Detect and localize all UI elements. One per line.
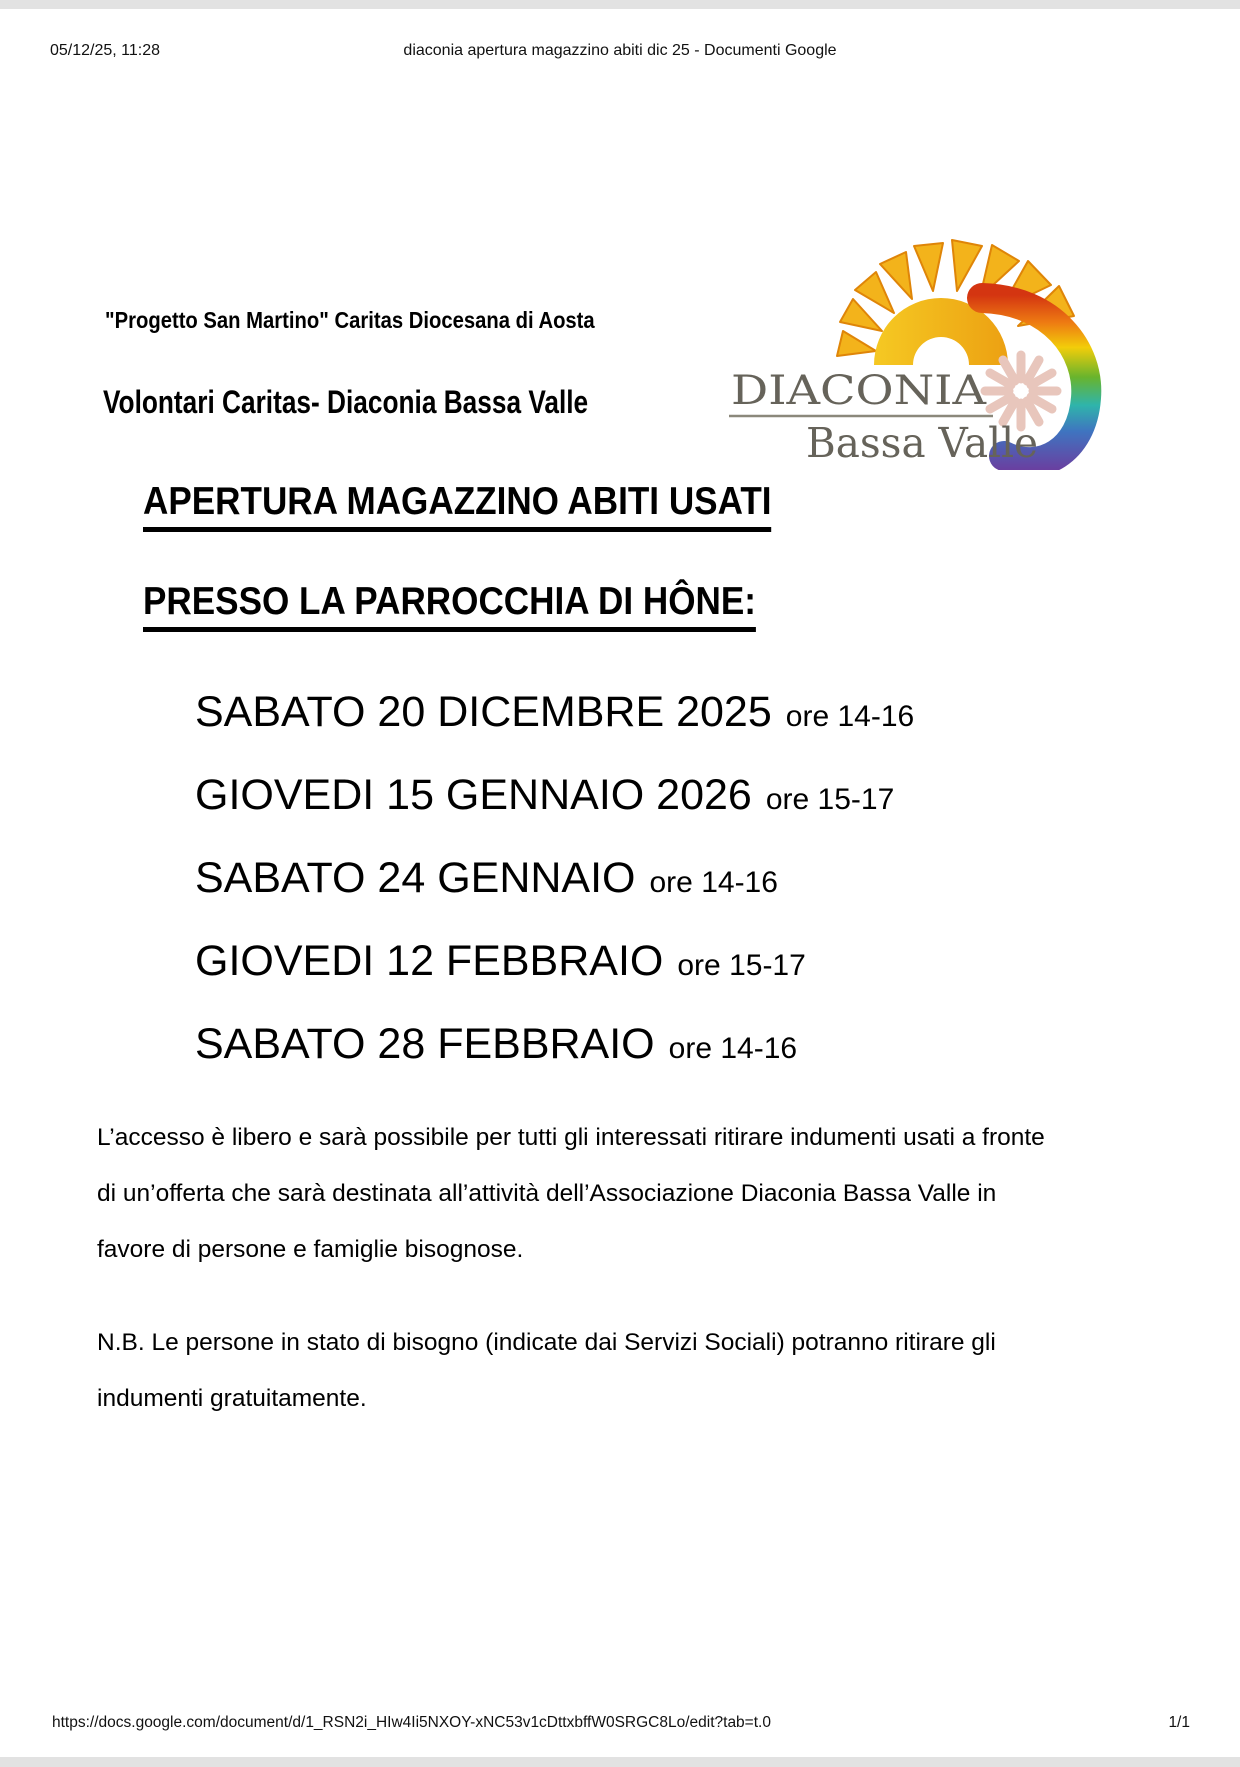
intro-line-volontari: Volontari Caritas- Diaconia Bassa Valle [103, 384, 589, 420]
schedule-time: ore 14-16 [785, 700, 915, 733]
schedule-date: GIOVEDI 12 FEBBRAIO [195, 937, 664, 985]
diaconia-logo [700, 220, 1120, 470]
schedule-row [195, 937, 806, 985]
heading-apertura [143, 482, 772, 532]
footer-page-number: 1/1 [1168, 1714, 1190, 1731]
schedule-row [195, 688, 915, 736]
print-header-doc-title: diaconia apertura magazzino abiti dic 25 - Documenti Google [403, 42, 837, 59]
schedule-row [195, 1020, 798, 1068]
heading-apertura-text: APERTURA MAGAZZINO ABITI USATI [143, 482, 772, 532]
schedule-date: SABATO 24 GENNAIO [195, 854, 636, 902]
schedule-time: ore 14-16 [649, 866, 778, 899]
schedule-date: SABATO 20 DICEMBRE 2025 [195, 688, 772, 736]
logo-subtitle: Bassa Valle [806, 419, 1038, 467]
schedule-date: GIOVEDI 15 GENNAIO 2026 [195, 771, 752, 819]
logo-wordmark: DIACONIA [731, 368, 988, 414]
print-header-datetime: 05/12/25, 11:28 [50, 42, 161, 59]
footer-url: https://docs.google.com/document/d/1_RSN2i_HIw4Ii5NXOY-xNC53v1cDttxbffW0SRGC8Lo/edit?tab=t.0 [52, 1714, 771, 1731]
schedule-row [195, 771, 895, 819]
intro-line-caritas: "Progetto San Martino" Caritas Diocesana di Aosta [105, 307, 595, 333]
heading-presso-text: PRESSO LA PARROCCHIA DI HÔNE: [143, 582, 756, 632]
window-edge-top [0, 0, 1240, 9]
schedule-time: ore 15-17 [677, 949, 806, 982]
schedule-date: SABATO 28 FEBBRAIO [195, 1020, 655, 1068]
schedule-time: ore 15-17 [765, 783, 895, 816]
window-edge-bottom [0, 1757, 1240, 1767]
paragraph-nb-note: N.B. Le persone in stato di bisogno (indicate dai Servizi Sociali) potranno ritirare gli indumenti gratuitamente. [97, 1329, 996, 1412]
schedule-row [195, 854, 778, 902]
caritas-emblem-icon [985, 355, 1057, 427]
paragraph-access-info: L’accesso è libero e sarà possibile per tutti gli interessati ritirare indumenti usati a fronte di un’offerta che sarà destinata all’attività dell’Associazione Diaconia Bassa Valle in favore di persone e famiglie bisognose. [97, 1124, 1045, 1263]
schedule-time: ore 14-16 [668, 1032, 798, 1065]
heading-presso [143, 582, 756, 632]
